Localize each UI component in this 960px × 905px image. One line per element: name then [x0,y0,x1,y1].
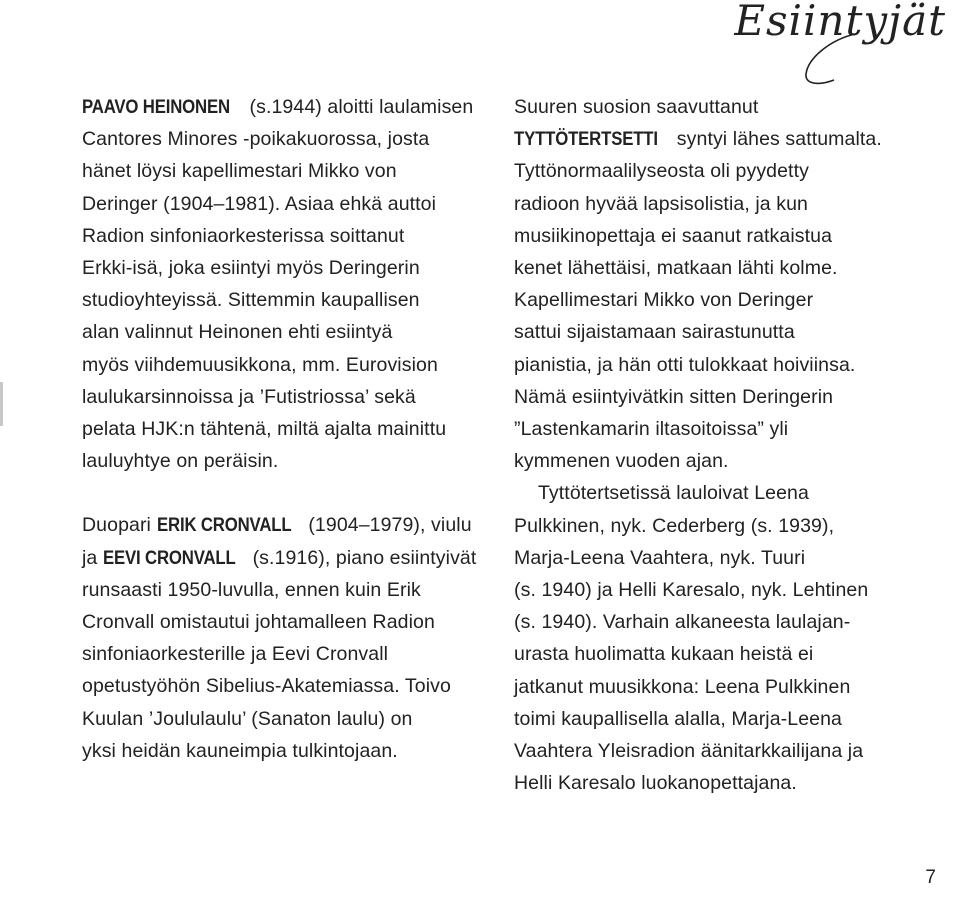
text-line [82,542,506,574]
text-line: Pulkkinen, nyk. Cederberg (s. 1939), [514,514,835,537]
text-line: myös viihdemuusikkona, mm. Eurovision [82,353,438,376]
text-line: Suuren suosion saavuttanut [514,96,759,118]
text-line: Nämä esiintyivätkin sitten Deringerin [514,385,834,408]
text-line: Kapellimestari Mikko von Deringer [514,289,814,312]
text-line [82,509,506,541]
text-line: Helli Karesalo luokanopettajana. [514,772,797,795]
performer-name: ERIK CRONVALL [156,514,291,537]
page-section-title: Esiintyjät [734,0,946,45]
performer-name: EEVI CRONVALL [102,546,236,569]
text-segment: (s.1916), piano esiintyivät [247,546,477,569]
text-line: Tyttönormaalilyseosta oli pyydetty [514,160,809,183]
paragraph-cronvall-duo [82,509,506,767]
text-line: opetustyöhön Sibelius-Akatemiassa. Toivo [82,675,451,698]
text-line: studioyhteyissä. Sittemmin kaupallisen [82,289,420,312]
text-line: Cantores Minores -poikakuorossa, josta [82,128,430,151]
text-line: Radion sinfoniaorkesterissa soittanut [82,224,405,247]
paragraph-tyttotertsetti-members [514,477,924,799]
text-line: runsaasti 1950-luvulla, ennen kuin Erik [82,578,421,601]
text-line: Kuulan ’Joululaulu’ (Sanaton laulu) on [82,707,413,730]
text-line: Erkki-isä, joka esiintyi myös Deringerin [82,257,420,280]
text-line: radioon hyvää lapsisolistia, ja kun [514,192,809,215]
paragraph-paavo-heinonen [82,91,506,477]
text-line: laulukarsinnoissa ja ’Futistriossa’ sekä [82,385,416,408]
performer-name: TYTTÖTERTSETTI [514,128,658,151]
text-line: pianistia, ja hän otti tulokkaat hoiviinsa. [514,353,856,376]
text-line: sinfoniaorkesterille ja Eevi Cronvall [82,643,389,666]
text-line [82,91,506,123]
text-line: Marja-Leena Vaahtera, nyk. Tuuri [514,546,806,569]
right-column [514,91,924,799]
text-line: hänet löysi kapellimestari Mikko von [82,160,397,183]
text-line: kymmenen vuoden ajan. [514,450,729,473]
left-column [82,91,506,767]
text-line: Cronvall omistautui johtamalleen Radion [82,611,435,634]
text-segment: ja [82,546,103,569]
text-line: yksi heidän kauneimpia tulkintojaan. [82,739,398,762]
decorative-swash-icon [800,30,860,90]
paragraph-tyttotertsetti [514,91,924,477]
text-line: Tyttötertsetissä lauloivat Leena [538,482,809,505]
text-segment: (s.1944) aloitti laulamisen [244,96,474,118]
text-line: pelata HJK:n tähtenä, miltä ajalta mainittu [82,418,447,441]
text-line: kenet lähettäisi, matkaan lähti kolme. [514,257,838,280]
text-line: (s. 1940) ja Helli Karesalo, nyk. Lehtinen [514,579,869,602]
text-line: alan valinnut Heinonen ehti esiintyä [82,321,393,344]
text-line: urasta huolimatta kukaan heistä ei [514,643,814,666]
text-line [514,123,924,155]
performer-name: PAAVO HEINONEN [82,96,230,118]
margin-marker [0,382,3,426]
text-line: sattui sijaistamaan sairastunutta [514,321,795,344]
text-segment: syntyi lähes sattumalta. [671,128,882,151]
text-line: ”Lastenkamarin iltasoitoissa” yli [514,418,789,441]
page-number: 7 [925,867,936,888]
text-line: (s. 1940). Varhain alkaneesta laulajan- [514,611,851,634]
text-line: lauluyhtye on peräisin. [82,450,279,473]
text-line: toimi kaupallisella alalla, Marja-Leena [514,707,842,730]
text-line: musiikinopettaja ei saanut ratkaistua [514,224,833,247]
text-segment: Duopari [82,514,157,537]
text-line: jatkanut muusikkona: Leena Pulkkinen [514,675,851,698]
text-line: Deringer (1904–1981). Asiaa ehkä auttoi [82,192,437,215]
text-segment: (1904–1979), viulu [302,514,472,537]
text-line: Vaahtera Yleisradion äänitarkkailijana ja [514,740,864,763]
